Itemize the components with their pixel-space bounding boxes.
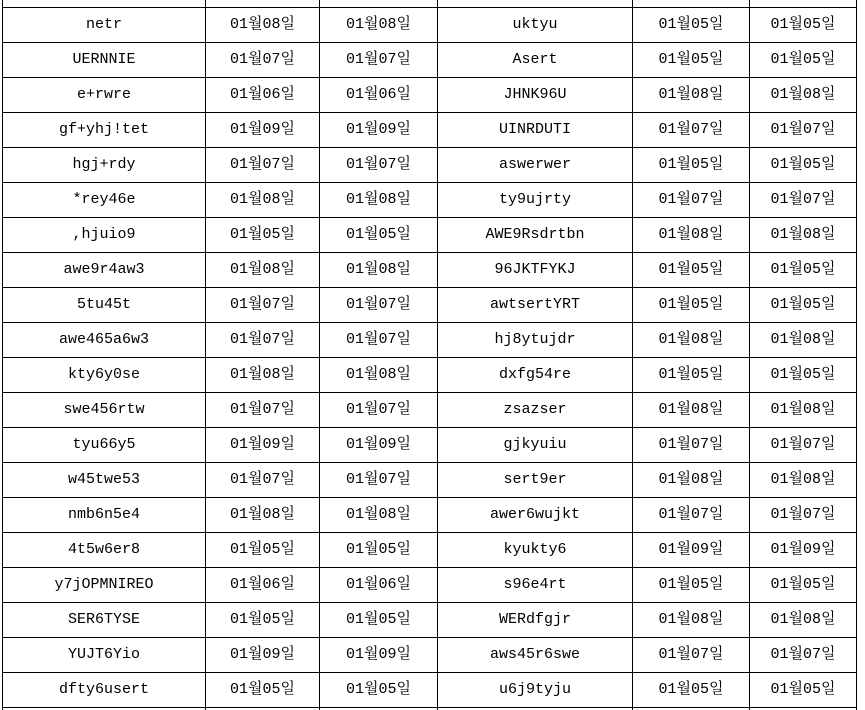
table-cell[interactable]: 01월05일 — [633, 288, 750, 323]
table-cell[interactable]: 01월08일 — [633, 463, 750, 498]
table-cell[interactable]: 01월05일 — [633, 148, 750, 183]
table-cell[interactable]: 01월07일 — [750, 498, 857, 533]
table-cell[interactable]: 01월09일 — [320, 638, 438, 673]
table-cell[interactable]: 01월05일 — [633, 8, 750, 43]
table-cell[interactable]: 01월07일 — [633, 183, 750, 218]
table-cell[interactable]: 01월05일 — [750, 358, 857, 393]
table-cell[interactable]: 01월09일 — [206, 113, 320, 148]
table-cell[interactable]: *rey46e — [3, 183, 206, 218]
table-cell[interactable]: awe465a6w3 — [3, 323, 206, 358]
table-cell[interactable]: 01월07일 — [633, 428, 750, 463]
table-cell[interactable]: 01월05일 — [750, 288, 857, 323]
table-cell[interactable]: 01월07일 — [633, 638, 750, 673]
table-row — [3, 673, 857, 708]
table-row — [3, 43, 857, 78]
partial-cell — [320, 0, 438, 8]
table-cell[interactable]: tyu66y5 — [3, 428, 206, 463]
table-cell[interactable]: uktyu — [438, 8, 633, 43]
table-cell[interactable]: 96JKTFYKJ — [438, 253, 633, 288]
table-cell[interactable]: dfty6usert — [3, 673, 206, 708]
table-cell[interactable]: 01월07일 — [750, 183, 857, 218]
table-cell[interactable]: y7jOPMNIREO — [3, 568, 206, 603]
table-cell[interactable]: UERNNIE — [3, 43, 206, 78]
table-cell[interactable]: 01월07일 — [206, 288, 320, 323]
table-cell[interactable]: 01월08일 — [633, 218, 750, 253]
table-cell[interactable]: 5tu45t — [3, 288, 206, 323]
table-cell[interactable]: 01월05일 — [750, 568, 857, 603]
table-cell[interactable]: aswerwer — [438, 148, 633, 183]
table-cell[interactable]: swe456rtw — [3, 393, 206, 428]
table-cell[interactable]: 01월08일 — [633, 603, 750, 638]
table-cell[interactable]: 01월08일 — [320, 253, 438, 288]
table-row — [3, 113, 857, 148]
table-cell[interactable]: 01월07일 — [206, 148, 320, 183]
table-cell[interactable]: 01월08일 — [633, 323, 750, 358]
table-row — [3, 323, 857, 358]
table-cell[interactable]: 01월08일 — [206, 498, 320, 533]
table-cell[interactable]: 01월09일 — [206, 428, 320, 463]
table-row — [3, 288, 857, 323]
table-cell[interactable]: netr — [3, 8, 206, 43]
table-cell[interactable]: 01월07일 — [206, 43, 320, 78]
partial-row-top — [3, 0, 857, 8]
table-cell[interactable]: 01월08일 — [750, 218, 857, 253]
table-row — [3, 533, 857, 568]
table-cell[interactable]: aws45r6swe — [438, 638, 633, 673]
table-cell[interactable]: 01월07일 — [320, 393, 438, 428]
table-cell[interactable]: 01월07일 — [750, 113, 857, 148]
table-cell[interactable]: kyukty6 — [438, 533, 633, 568]
table-cell[interactable]: 01월07일 — [206, 393, 320, 428]
table-cell[interactable]: gjkyuiu — [438, 428, 633, 463]
table-cell[interactable]: 01월05일 — [206, 218, 320, 253]
table-cell[interactable]: 01월08일 — [320, 183, 438, 218]
table-row — [3, 428, 857, 463]
table-cell[interactable]: 01월05일 — [320, 673, 438, 708]
table-cell[interactable]: 01월07일 — [320, 463, 438, 498]
table-cell[interactable]: w45twe53 — [3, 463, 206, 498]
table-cell[interactable]: 01월05일 — [633, 358, 750, 393]
table-cell[interactable]: awer6wujkt — [438, 498, 633, 533]
table-row — [3, 148, 857, 183]
table-cell[interactable]: 01월08일 — [750, 323, 857, 358]
table-cell[interactable]: 01월05일 — [750, 253, 857, 288]
table-cell[interactable]: 01월08일 — [320, 8, 438, 43]
table-row — [3, 8, 857, 43]
table-cell[interactable]: 01월05일 — [206, 673, 320, 708]
table-cell[interactable]: 01월06일 — [206, 568, 320, 603]
table-cell[interactable]: 01월05일 — [750, 8, 857, 43]
partial-cell — [3, 0, 206, 8]
partial-cell — [206, 0, 320, 8]
table-cell[interactable]: 01월08일 — [320, 498, 438, 533]
table-cell[interactable]: awe9r4aw3 — [3, 253, 206, 288]
table-cell[interactable]: 01월08일 — [750, 78, 857, 113]
data-table — [2, 0, 857, 710]
table-cell[interactable]: 01월05일 — [633, 253, 750, 288]
table-row — [3, 463, 857, 498]
table-cell[interactable]: dxfg54re — [438, 358, 633, 393]
partial-cell — [750, 0, 857, 8]
table-cell[interactable]: 01월09일 — [750, 533, 857, 568]
table-cell[interactable]: gf+yhj!tet — [3, 113, 206, 148]
table-cell[interactable]: kty6y0se — [3, 358, 206, 393]
table-cell[interactable]: 01월08일 — [206, 183, 320, 218]
table-cell[interactable]: 01월05일 — [206, 533, 320, 568]
table-row — [3, 568, 857, 603]
table-cell[interactable]: u6j9tyju — [438, 673, 633, 708]
table-cell[interactable]: 01월07일 — [750, 428, 857, 463]
table-cell[interactable]: Asert — [438, 43, 633, 78]
table-cell[interactable]: 01월08일 — [633, 78, 750, 113]
table-cell[interactable]: nmb6n5e4 — [3, 498, 206, 533]
table-cell[interactable]: 01월07일 — [320, 288, 438, 323]
table-cell[interactable]: 01월05일 — [750, 673, 857, 708]
table-row — [3, 218, 857, 253]
table-cell[interactable]: 01월05일 — [633, 43, 750, 78]
table-row — [3, 393, 857, 428]
table-cell[interactable]: e+rwre — [3, 78, 206, 113]
table-row — [3, 638, 857, 673]
partial-cell — [633, 0, 750, 8]
table-cell[interactable]: AWE9Rsdrtbn — [438, 218, 633, 253]
table-cell[interactable]: 01월08일 — [206, 253, 320, 288]
table-cell[interactable]: 01월07일 — [320, 148, 438, 183]
table-cell[interactable]: 01월05일 — [206, 603, 320, 638]
table-cell[interactable]: 01월07일 — [206, 463, 320, 498]
table-cell[interactable]: 01월05일 — [750, 148, 857, 183]
table-cell[interactable]: 01월08일 — [206, 358, 320, 393]
table-cell[interactable]: WERdfgjr — [438, 603, 633, 638]
table-cell[interactable]: 01월06일 — [320, 78, 438, 113]
table-cell[interactable]: 01월07일 — [633, 498, 750, 533]
table-cell[interactable]: 01월08일 — [750, 393, 857, 428]
table-cell[interactable]: hj8ytujdr — [438, 323, 633, 358]
table-cell[interactable]: s96e4rt — [438, 568, 633, 603]
table-row — [3, 498, 857, 533]
table-cell[interactable]: 01월09일 — [320, 428, 438, 463]
table-cell[interactable]: 01월08일 — [750, 603, 857, 638]
table-cell[interactable]: 01월07일 — [633, 113, 750, 148]
table-row — [3, 253, 857, 288]
table-cell[interactable]: 01월05일 — [320, 533, 438, 568]
table-cell[interactable]: 01월09일 — [633, 533, 750, 568]
table-cell[interactable]: 01월07일 — [320, 323, 438, 358]
table-cell[interactable]: 01월08일 — [206, 8, 320, 43]
table-cell[interactable]: 01월07일 — [320, 43, 438, 78]
table-cell[interactable]: 01월08일 — [750, 463, 857, 498]
partial-cell — [438, 0, 633, 8]
table-cell[interactable]: 01월06일 — [320, 568, 438, 603]
table-cell[interactable]: 4t5w6er8 — [3, 533, 206, 568]
table-cell[interactable]: YUJT6Yio — [3, 638, 206, 673]
table-row — [3, 603, 857, 638]
table-body — [3, 0, 857, 710]
table-cell[interactable]: 01월05일 — [320, 603, 438, 638]
table-cell[interactable]: UINRDUTI — [438, 113, 633, 148]
table-cell[interactable]: 01월05일 — [320, 218, 438, 253]
table-row — [3, 358, 857, 393]
table-cell[interactable]: ,hjuio9 — [3, 218, 206, 253]
table-cell[interactable]: 01월09일 — [320, 113, 438, 148]
table-cell[interactable]: 01월05일 — [633, 673, 750, 708]
table-cell[interactable]: hgj+rdy — [3, 148, 206, 183]
table-cell[interactable]: SER6TYSE — [3, 603, 206, 638]
table-row — [3, 78, 857, 113]
table-cell[interactable]: 01월09일 — [206, 638, 320, 673]
table-cell[interactable]: awtsertYRT — [438, 288, 633, 323]
table-cell[interactable]: 01월08일 — [633, 393, 750, 428]
table-cell[interactable]: ty9ujrty — [438, 183, 633, 218]
table-cell[interactable]: 01월07일 — [206, 323, 320, 358]
table-cell[interactable]: JHNK96U — [438, 78, 633, 113]
table-cell[interactable]: zsazser — [438, 393, 633, 428]
table-cell[interactable]: 01월05일 — [633, 568, 750, 603]
table-cell[interactable]: 01월07일 — [750, 638, 857, 673]
table-cell[interactable]: 01월08일 — [320, 358, 438, 393]
table-cell[interactable]: 01월05일 — [750, 43, 857, 78]
table-cell[interactable]: sert9er — [438, 463, 633, 498]
table-cell[interactable]: 01월06일 — [206, 78, 320, 113]
table-row — [3, 183, 857, 218]
